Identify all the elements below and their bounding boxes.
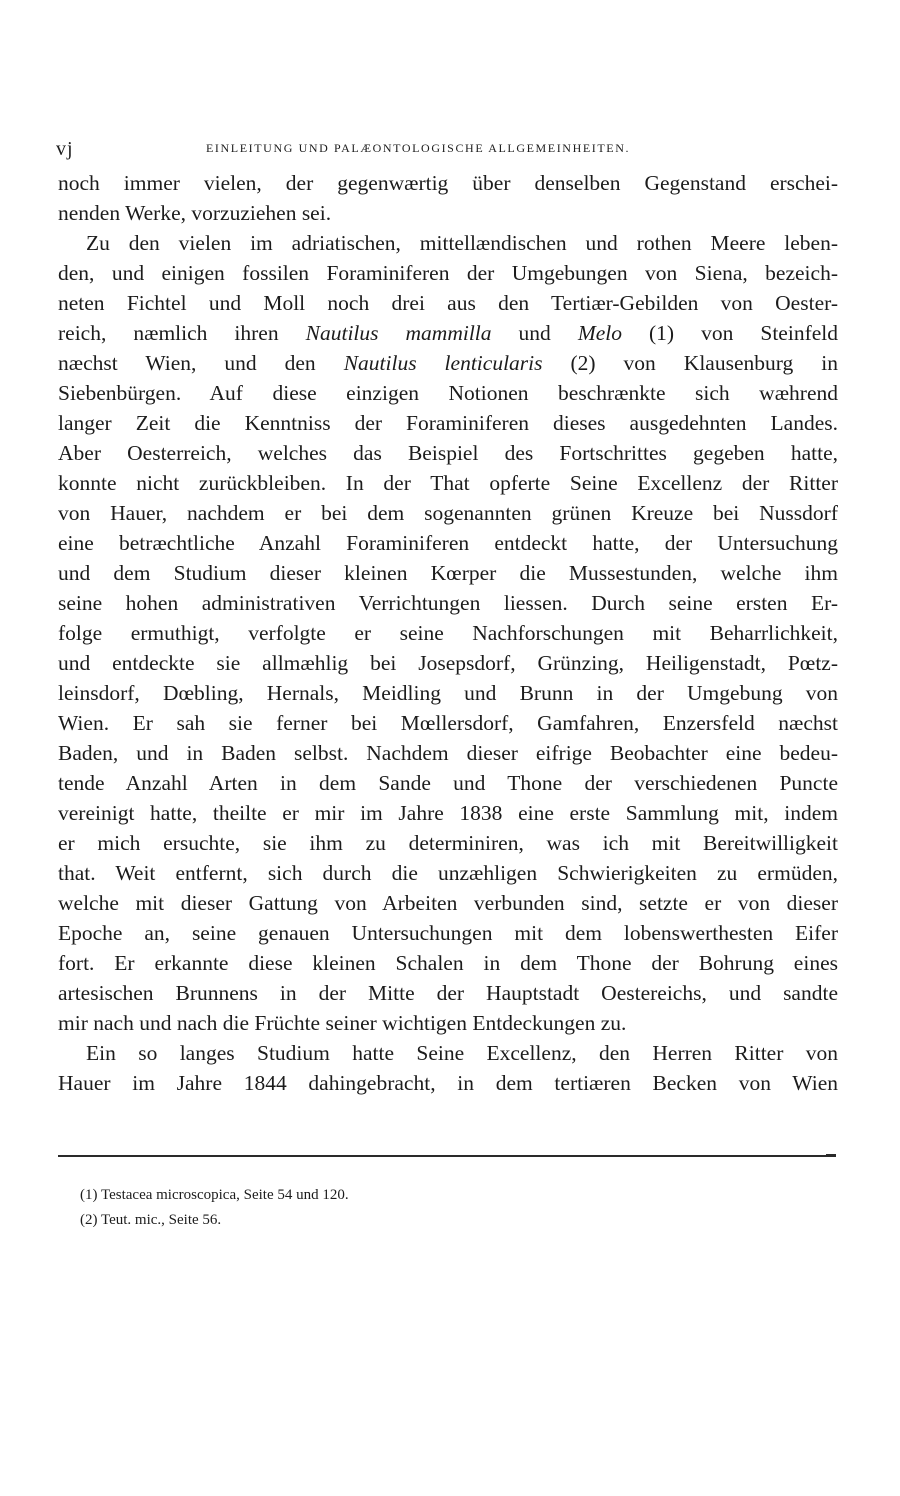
- text-line: konnte nicht zurückbleiben. In der That opferte Seine Excellenz der Ritter: [58, 471, 838, 495]
- paragraph-start-line: Ein so langes Studium hatte Seine Excellenz, den Herren Ritter von: [86, 1041, 838, 1065]
- text-line: langer Zeit die Kenntniss der Foraminiferen dieses ausgedehnten Landes.: [58, 411, 838, 435]
- text-line: that. Weit entfernt, sich durch die unzæhligen Schwierigkeiten zu ermüden,: [58, 861, 838, 885]
- text-line: Siebenbürgen. Auf diese einzigen Notionen beschrænkte sich wæhrend: [58, 381, 838, 405]
- text-line: reich, næmlich ihren Nautilus mammilla und Melo (1) von Steinfeld: [58, 321, 838, 345]
- text-line: seine hohen administrativen Verrichtungen liessen. Durch seine ersten Er-: [58, 591, 838, 615]
- text-line: von Hauer, nachdem er bei dem sogenannten grünen Kreuze bei Nussdorf: [58, 501, 838, 525]
- footnote-divider: [58, 1155, 834, 1157]
- footnote-text: Teut. mic., Seite 56.: [100, 1212, 222, 1228]
- text-line: und entdeckte sie allmæhlig bei Josepsdorf, Grünzing, Heiligenstadt, Pœtz-: [58, 651, 838, 675]
- paragraph-start-line: Zu den vielen im adriatischen, mittellændischen und rothen Meere leben-: [86, 231, 838, 255]
- taxon-name: Melo: [577, 321, 622, 345]
- taxon-name: Nautilus lenticularis: [343, 351, 543, 375]
- footnotes: [80, 1183, 780, 1233]
- text-line: und dem Studium dieser kleinen Kœrper die Mussestunden, welche ihm: [58, 561, 838, 585]
- footnote: [80, 1208, 780, 1233]
- text-line: folge ermuthigt, verfolgte er seine Nachforschungen mit Beharrlichkeit,: [58, 621, 838, 645]
- text-line: eine betræchtliche Anzahl Foraminiferen entdeckt hatte, der Untersuchung: [58, 531, 838, 555]
- text-line: Baden, und in Baden selbst. Nachdem dieser eifrige Beobachter eine bedeu-: [58, 741, 838, 765]
- footnote: [80, 1183, 780, 1208]
- text-line: Wien. Er sah sie ferner bei Mœllersdorf, Gamfahren, Enzersfeld næchst: [58, 711, 838, 735]
- text-line: mir nach und nach die Früchte seiner wichtigen Entdeckungen zu.: [58, 1011, 627, 1035]
- text-line: nenden Werke, vorzuziehen sei.: [58, 201, 332, 225]
- body-text: [58, 168, 838, 1098]
- text-line: fort. Er erkannte diese kleinen Schalen in dem Thone der Bohrung eines: [58, 951, 838, 975]
- text-line: neten Fichtel und Moll noch drei aus den Tertiær-Gebilden von Oester-: [58, 291, 838, 315]
- text-line: den, und einigen fossilen Foraminiferen der Umgebungen von Siena, bezeich-: [58, 261, 838, 285]
- text-line: welche mit dieser Gattung von Arbeiten verbunden sind, setzte er von dieser: [58, 891, 838, 915]
- text-line: er mich ersuchte, sie ihm zu determiniren, was ich mit Bereitwilligkeit: [58, 831, 838, 855]
- page-number: vj: [56, 138, 74, 160]
- running-head: [56, 138, 836, 158]
- text-line: næchst Wien, und den Nautilus lenticularis (2) von Klausenburg in: [58, 351, 838, 375]
- text-line: Aber Oesterreich, welches das Beispiel des Fortschrittes gegeben hatte,: [58, 441, 838, 465]
- text-line: noch immer vielen, der gegenwærtig über denselben Gegenstand erschei-: [58, 171, 838, 195]
- running-title: EINLEITUNG UND PALÆONTOLOGISCHE ALLGEMEINHEITEN.: [206, 141, 631, 155]
- footnote-marker: (2): [80, 1212, 98, 1228]
- text-line: Epoche an, seine genauen Untersuchungen mit dem lobenswerthesten Eifer: [58, 921, 838, 945]
- footnote-text: Testacea microscopica, Seite 54 und 120.: [100, 1187, 349, 1203]
- text-line: vereinigt hatte, theilte er mir im Jahre 1838 eine erste Sammlung mit, indem: [58, 801, 838, 825]
- taxon-name: Nautilus mammilla: [305, 321, 492, 345]
- text-line: artesischen Brunnens in der Mitte der Hauptstadt Oestereichs, und sandte: [58, 981, 838, 1005]
- text-line: Hauer im Jahre 1844 dahingebracht, in dem tertiæren Becken von Wien: [58, 1071, 838, 1095]
- text-line: tende Anzahl Arten in dem Sande und Thone der verschiedenen Puncte: [58, 771, 838, 795]
- footnote-marker: (1): [80, 1187, 98, 1203]
- text-line: leinsdorf, Dœbling, Hernals, Meidling und Brunn in der Umgebung von: [58, 681, 838, 705]
